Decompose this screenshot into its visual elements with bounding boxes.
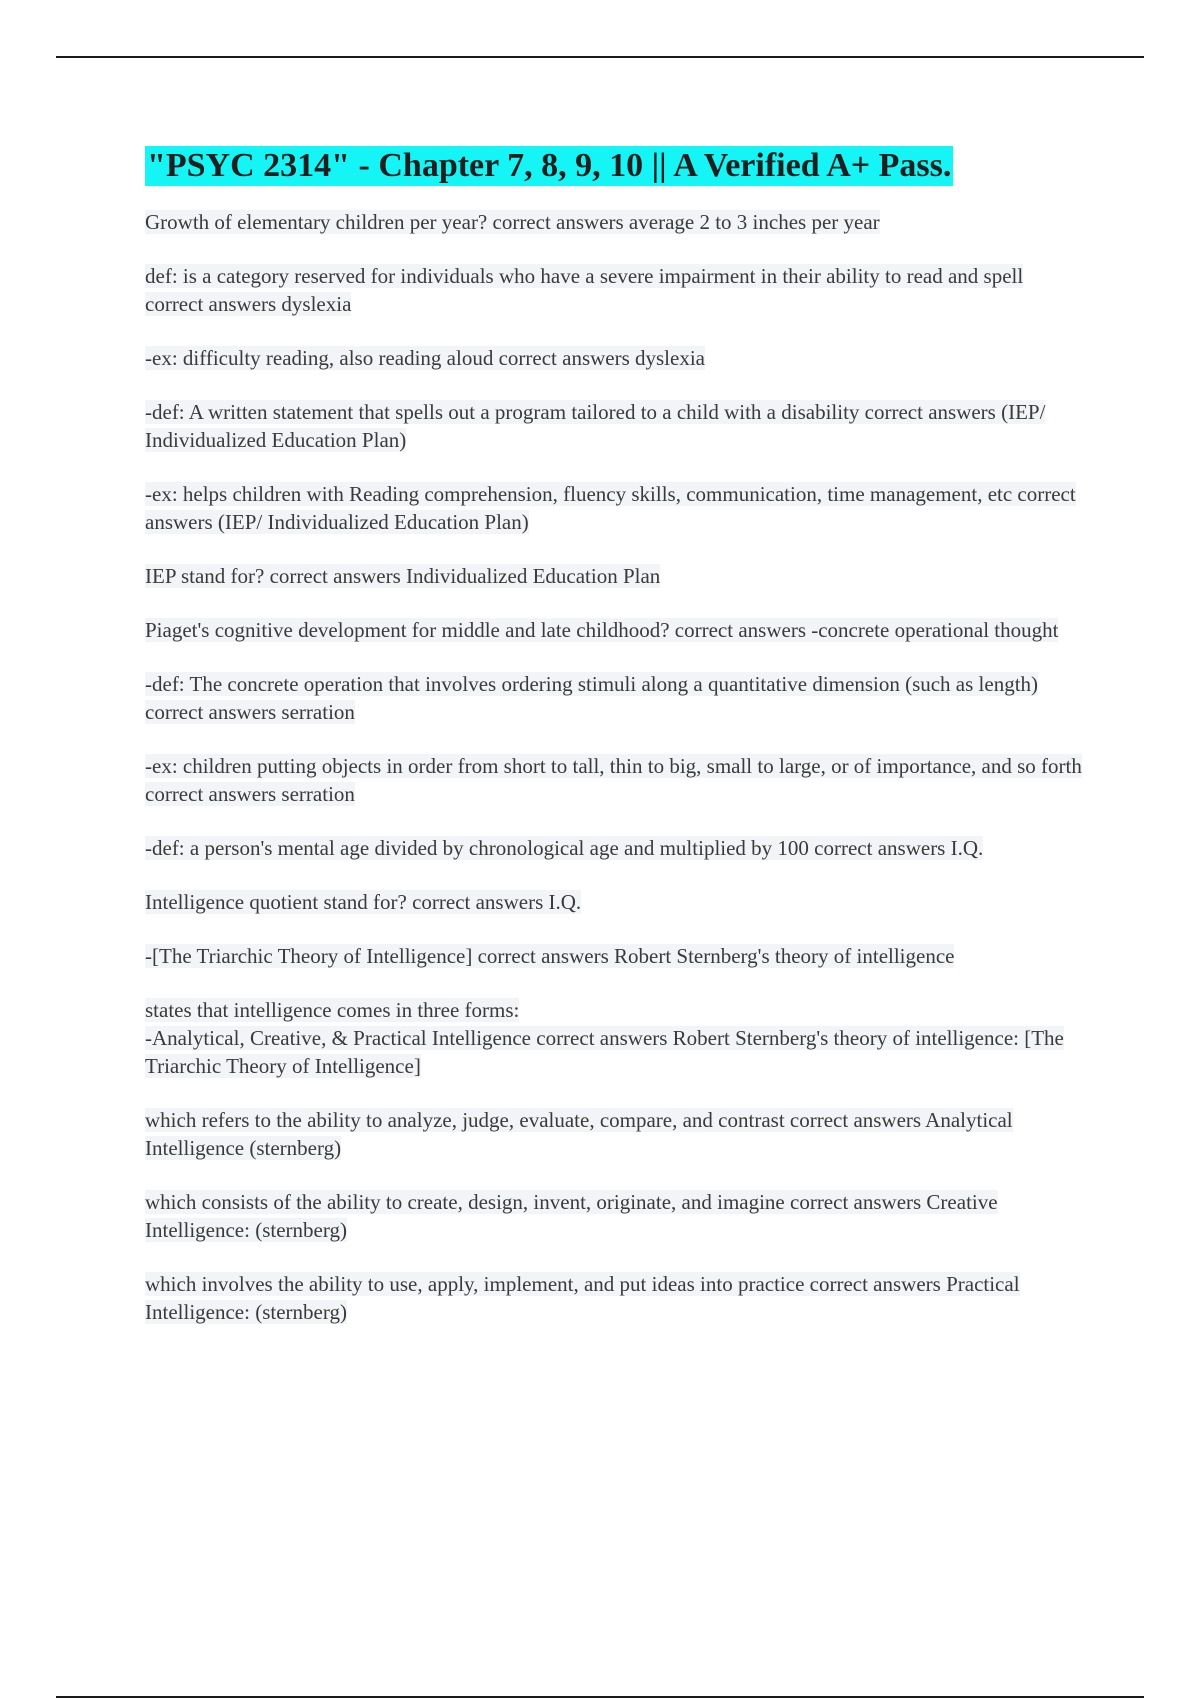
qa-item xyxy=(145,670,1085,726)
qa-text: which involves the ability to use, apply, implement, and put ideas into practice correct answers Practical Intelligence: (sternberg) xyxy=(145,1272,1020,1324)
qa-item xyxy=(145,616,1085,644)
qa-item xyxy=(145,262,1085,318)
qa-text: def: is a category reserved for individuals who have a severe impairment in their ability to read and spell correct answers dyslexia xyxy=(145,264,1024,316)
qa-text: -ex: children putting objects in order from short to tall, thin to big, small to large, or of importance, and so forth correct answers serration xyxy=(145,754,1082,806)
qa-text: Intelligence quotient stand for? correct answers I.Q. xyxy=(145,890,582,914)
document-title: "PSYC 2314" - Chapter 7, 8, 9, 10 || A Verified A+ Pass. xyxy=(147,147,952,184)
qa-text: IEP stand for? correct answers Individualized Education Plan xyxy=(145,564,661,588)
top-divider xyxy=(56,56,1144,58)
qa-text: -ex: helps children with Reading comprehension, fluency skills, communication, time management, etc correct answers (IEP/ Individualized Education Plan) xyxy=(145,482,1076,534)
qa-text: -def: a person's mental age divided by chronological age and multiplied by 100 correct answers I.Q. xyxy=(145,836,984,860)
qa-item xyxy=(145,1188,1085,1244)
qa-item-multiline xyxy=(145,996,1085,1080)
qa-item xyxy=(145,752,1085,808)
qa-text-line-1: states that intelligence comes in three forms: xyxy=(145,998,520,1022)
qa-item xyxy=(145,344,1085,372)
qa-item xyxy=(145,942,1085,970)
qa-item xyxy=(145,208,1085,236)
qa-item xyxy=(145,480,1085,536)
bottom-divider xyxy=(56,1696,1144,1698)
qa-text: Piaget's cognitive development for middle and late childhood? correct answers -concrete operational thought xyxy=(145,618,1059,642)
qa-text: -ex: difficulty reading, also reading aloud correct answers dyslexia xyxy=(145,346,705,370)
qa-item xyxy=(145,834,1085,862)
qa-text: which consists of the ability to create, design, invent, originate, and imagine correct answers Creative Intelligence: (sternberg) xyxy=(145,1190,998,1242)
qa-item xyxy=(145,562,1085,590)
qa-text: -def: A written statement that spells out a program tailored to a child with a disability correct answers (IEP/ Individualized Education Plan) xyxy=(145,400,1046,452)
qa-text: -def: The concrete operation that involves ordering stimuli along a quantitative dimension (such as length) correct answers serration xyxy=(145,672,1039,724)
qa-item xyxy=(145,1270,1085,1326)
qa-item xyxy=(145,398,1085,454)
qa-text: Growth of elementary children per year? correct answers average 2 to 3 inches per year xyxy=(145,210,880,234)
qa-text-line-2: -Analytical, Creative, & Practical Intelligence correct answers Robert Sternberg's theory of intelligence: [The Triarchic Theory of Intelligence] xyxy=(145,1026,1064,1078)
document-body xyxy=(145,146,1085,1352)
qa-text: which refers to the ability to analyze, judge, evaluate, compare, and contrast correct answers Analytical Intelligence (sternberg) xyxy=(145,1108,1013,1160)
qa-text: -[The Triarchic Theory of Intelligence] correct answers Robert Sternberg's theory of intelligence xyxy=(145,944,955,968)
qa-item xyxy=(145,888,1085,916)
qa-item xyxy=(145,1106,1085,1162)
